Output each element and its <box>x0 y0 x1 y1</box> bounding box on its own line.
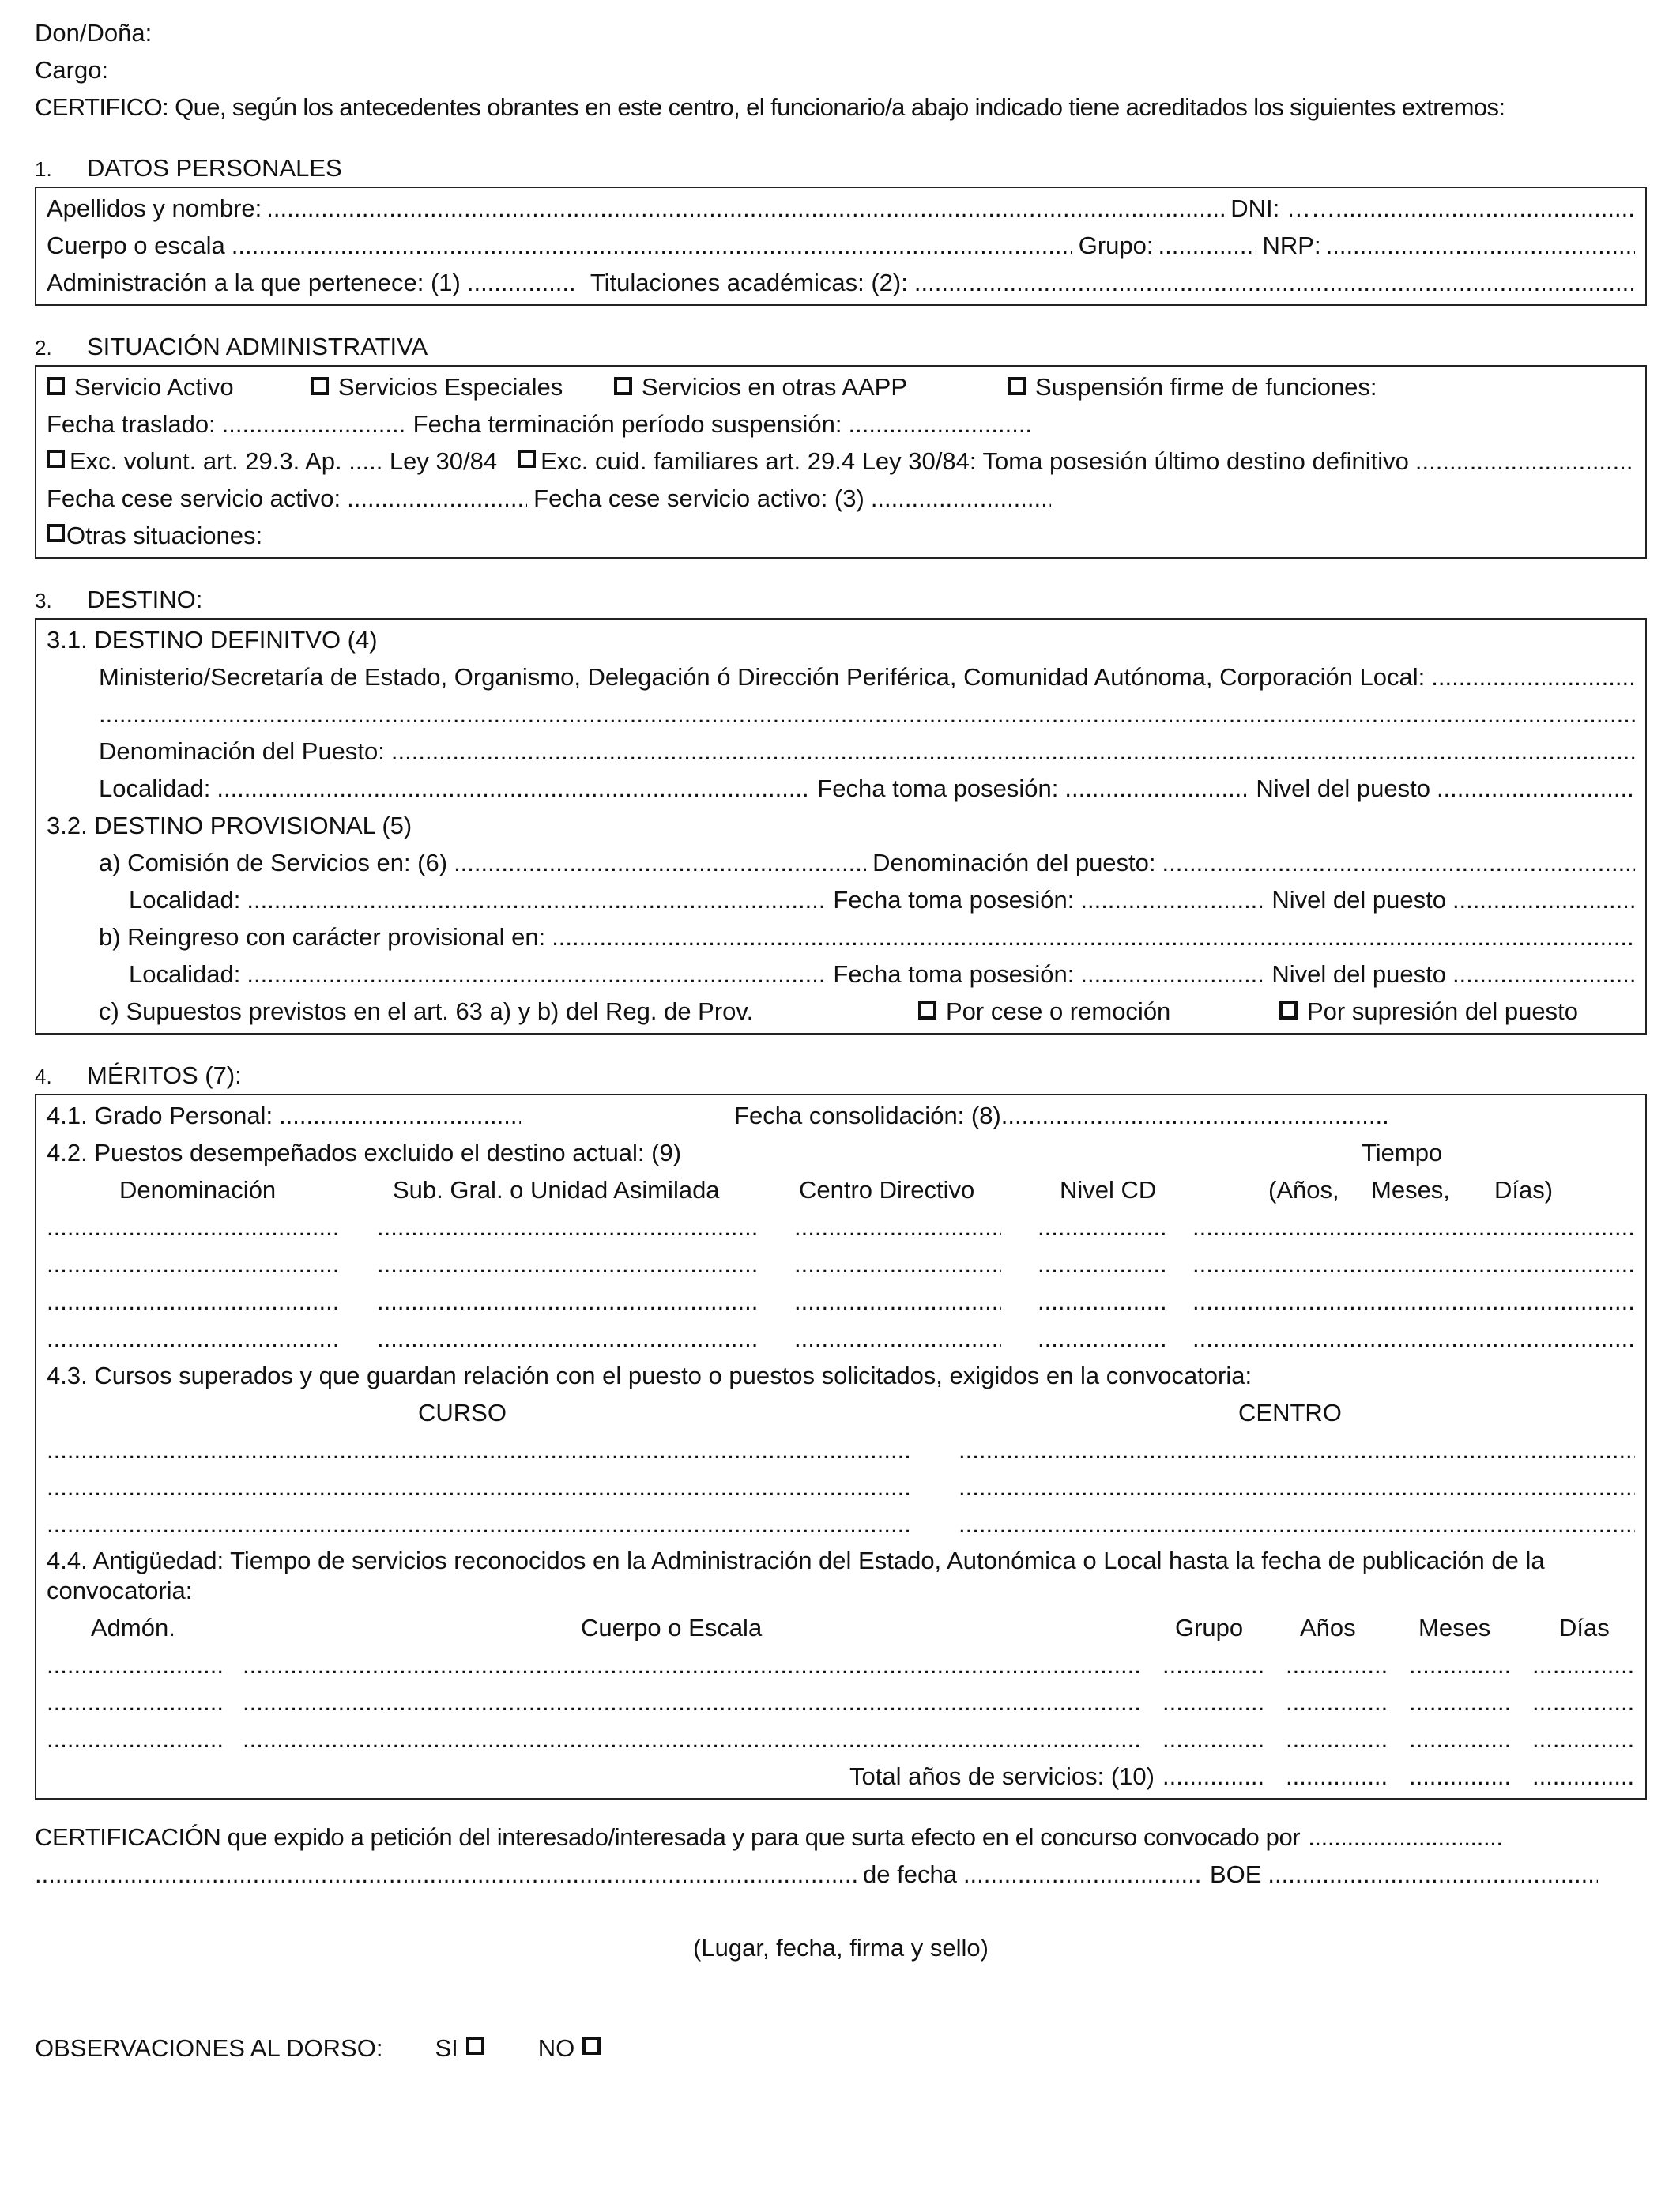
section-4-title: 4. MÉRITOS (7): <box>35 1061 242 1089</box>
boe-field[interactable] <box>1268 1856 1598 1893</box>
col-nivel-cd: Nivel CD <box>1060 1176 1157 1204</box>
col-anos: (Años, <box>1268 1176 1339 1204</box>
dotted-field[interactable] <box>1409 1721 1512 1758</box>
column-gap <box>1265 1721 1286 1758</box>
dotted-field[interactable] <box>47 1208 341 1246</box>
apellidos-field[interactable] <box>266 190 1224 227</box>
column-gap <box>224 1683 243 1721</box>
column-gap <box>758 1246 794 1283</box>
dotted-field[interactable] <box>377 1283 758 1320</box>
situacion-row: Servicio Activo Servicios Especiales Servicios en otras AAPP Suspensión firme de funciones: <box>47 368 1635 405</box>
cursos-title: 4.3. Cursos superados y que guardan relación con el puesto o puestos solicitados, exigidos en la convocatoria: <box>47 1362 1252 1389</box>
grupo-field[interactable] <box>1158 227 1256 264</box>
certificate-form <box>35 14 1647 2067</box>
dotted-field[interactable] <box>47 1721 224 1758</box>
cuerpo-field[interactable] <box>232 227 1072 264</box>
certificacion-row: CERTIFICACIÓN que expido a petición del interesado/interesada y para que surta efecto en el concurso convocado por ..... <box>35 1819 1647 1856</box>
puestos-row: 4.2. Puestos desempeñados excluido el destino actual: (9) Tiempo <box>47 1139 1443 1166</box>
dotted-field[interactable] <box>47 1283 341 1320</box>
column-gap <box>758 1283 794 1320</box>
col-dias: Días) <box>1494 1176 1554 1204</box>
comision-row: a) Comisión de Servicios en: (6) ..... Denominación del puesto: ..... <box>47 844 1635 881</box>
cargo-label: Cargo: <box>35 56 109 84</box>
total-row: Total años de servicios: (10) ..... ..... ..... ..... <box>47 1758 1635 1795</box>
section-2-box <box>35 365 1647 559</box>
comision-nivel-field[interactable] <box>1452 881 1635 918</box>
dotted-field[interactable] <box>959 1506 1635 1543</box>
dotted-field[interactable] <box>1192 1208 1635 1246</box>
dotted-field[interactable] <box>1192 1283 1635 1320</box>
column-gap <box>1169 1283 1192 1320</box>
col-centro: CENTRO <box>1238 1399 1342 1427</box>
column-gap <box>1142 1683 1162 1721</box>
col-curso: CURSO <box>418 1399 507 1427</box>
col-cuerpo-escala: Cuerpo o Escala <box>581 1614 763 1641</box>
dotted-field[interactable] <box>1286 1646 1388 1683</box>
section-3-box <box>35 618 1647 1035</box>
dotted-field[interactable] <box>243 1646 1142 1683</box>
column-gap <box>1142 1646 1162 1683</box>
section-1-title: 1. DATOS PERSONALES <box>35 154 342 182</box>
column-gap <box>1512 1646 1532 1683</box>
apellidos-row: Apellidos y nombre: ..... DNI: …… ..... <box>47 190 1635 227</box>
concurso-field-2[interactable] <box>35 1856 857 1893</box>
dotted-field[interactable] <box>1038 1320 1169 1357</box>
comision-fecha-toma-field[interactable] <box>1080 881 1265 918</box>
column-gap <box>910 1506 959 1543</box>
observaciones-row: OBSERVACIONES AL DORSO: SI NO <box>35 2030 1647 2067</box>
dotted-field[interactable] <box>1532 1721 1635 1758</box>
antiguedad-row-2 <box>47 1683 1635 1721</box>
dotted-field[interactable] <box>1038 1246 1169 1283</box>
column-gap <box>1388 1721 1409 1758</box>
dotted-field[interactable] <box>1409 1683 1512 1721</box>
dotted-field[interactable] <box>1038 1283 1169 1320</box>
fecha-boe-row: ..... de fecha ..... BOE ..... <box>35 1856 1647 1893</box>
dotted-field[interactable] <box>1286 1721 1388 1758</box>
dotted-field[interactable] <box>1532 1646 1635 1683</box>
section-4-box <box>35 1094 1647 1800</box>
column-gap <box>341 1208 377 1246</box>
column-gap <box>341 1283 377 1320</box>
excedencia-row: Exc. volunt. art. 29.3. Ap. ..... Ley 30/84 Exc. cuid. familiares art. 29.4 Ley 30/84: Toma posesión último destino definitivo ..... <box>47 443 1635 480</box>
por-supresion-checkbox[interactable] <box>1279 1001 1298 1020</box>
fecha-cese-field[interactable] <box>347 480 527 517</box>
exc-volunt-checkbox[interactable] <box>47 450 65 468</box>
reingreso-nivel-field[interactable] <box>1452 955 1635 993</box>
por-cese-checkbox[interactable] <box>918 1001 936 1020</box>
column-gap <box>1169 1208 1192 1246</box>
dotted-field[interactable] <box>794 1320 1001 1357</box>
dotted-field[interactable] <box>377 1246 758 1283</box>
total-anos-field[interactable] <box>1162 1758 1265 1795</box>
suspension-checkbox[interactable] <box>1008 377 1026 395</box>
column-gap <box>1512 1721 1532 1758</box>
comision-localidad-row: Localidad: ..... Fecha toma posesión: ..... Nivel del puesto ..... <box>47 881 1635 918</box>
dotted-field[interactable] <box>1192 1246 1635 1283</box>
dotted-field[interactable] <box>243 1721 1142 1758</box>
dotted-field[interactable] <box>959 1468 1635 1506</box>
certifico-text: CERTIFICO: Que, según los antecedentes obrantes en este centro, el funcionario/a abajo indicado tiene acreditados los siguientes extremos: <box>35 93 1505 121</box>
reingreso-fecha-toma-field[interactable] <box>1080 955 1265 993</box>
dotted-field[interactable] <box>47 1468 910 1506</box>
antiguedad-title: 4.4. Antigüedad: Tiempo de servicios reconocidos en la Administración del Estado, Autonómica o Local hasta la fecha de publicación de la convocatoria: <box>47 1547 1545 1604</box>
dotted-field[interactable] <box>1162 1683 1265 1721</box>
fecha-cese-row: Fecha cese servicio activo: ..... Fecha cese servicio activo: (3) ..... <box>47 480 1635 517</box>
dotted-field[interactable] <box>377 1208 758 1246</box>
puestos-row-1 <box>47 1208 1635 1246</box>
col-ant-meses: Meses <box>1418 1614 1491 1641</box>
dotted-field[interactable] <box>377 1320 758 1357</box>
dotted-field[interactable] <box>794 1246 1001 1283</box>
dotted-field[interactable] <box>1162 1646 1265 1683</box>
column-gap <box>1265 1683 1286 1721</box>
column-gap <box>1169 1246 1192 1283</box>
def-fecha-toma-field[interactable] <box>1064 770 1249 807</box>
don-label: Don/Doña: <box>35 19 153 47</box>
col-sub-gral: Sub. Gral. o Unidad Asimilada <box>393 1176 720 1204</box>
comision-field[interactable] <box>454 844 866 881</box>
total-dias-field[interactable] <box>1409 1758 1512 1795</box>
column-gap <box>1001 1320 1038 1357</box>
column-gap <box>1512 1683 1532 1721</box>
reingreso-field[interactable] <box>552 918 1635 955</box>
column-gap <box>224 1721 243 1758</box>
column-gap <box>341 1320 377 1357</box>
column-gap <box>1001 1283 1038 1320</box>
def-localidad-row: Localidad: ..... Fecha toma posesión: ..... Nivel del puesto ..... <box>47 770 1635 807</box>
antiguedad-row-1 <box>47 1646 1635 1683</box>
puestos-row-2 <box>47 1246 1635 1283</box>
puestos-header <box>47 1171 1635 1208</box>
servicios-especiales-checkbox[interactable] <box>311 377 329 395</box>
total-extra-field[interactable] <box>1532 1758 1635 1795</box>
observaciones-no-checkbox[interactable] <box>582 2037 601 2055</box>
dotted-field[interactable] <box>47 1246 341 1283</box>
col-meses: Meses, <box>1371 1176 1450 1204</box>
def-nivel-field[interactable] <box>1437 770 1635 807</box>
dotted-field[interactable] <box>243 1683 1142 1721</box>
titulaciones-field[interactable] <box>914 264 1635 301</box>
cursos-header <box>47 1394 1635 1431</box>
de-fecha-field[interactable] <box>963 1856 1203 1893</box>
puestos-row-4 <box>47 1320 1635 1357</box>
cursos-row-1 <box>47 1431 1635 1468</box>
def-localidad-field[interactable] <box>217 770 811 807</box>
fecha-cese3-field[interactable] <box>871 480 1051 517</box>
administracion-field[interactable] <box>467 264 576 301</box>
col-grupo: Grupo <box>1175 1614 1244 1641</box>
comision-denominacion-field[interactable] <box>1162 844 1635 881</box>
dotted-field[interactable] <box>1409 1646 1512 1683</box>
dotted-field[interactable] <box>1192 1320 1635 1357</box>
column-gap <box>910 1468 959 1506</box>
exc-cuid-checkbox[interactable] <box>518 450 536 468</box>
definitivo-title: 3.1. DESTINO DEFINITVO (4) <box>47 626 378 654</box>
fecha-traslado-row: Fecha traslado: ..... Fecha terminación período suspensión: ..... <box>47 405 1635 443</box>
administracion-row: Administración a la que pertenece: (1) ..... Titulaciones académicas: (2): ..... <box>47 264 1635 301</box>
denominacion-row: Denominación del Puesto: ..... <box>47 733 1635 770</box>
dotted-field[interactable] <box>794 1283 1001 1320</box>
column-gap <box>1388 1646 1409 1683</box>
column-gap <box>758 1320 794 1357</box>
servicios-otras-checkbox[interactable] <box>614 377 632 395</box>
column-gap <box>910 1431 959 1468</box>
nrp-field[interactable] <box>1326 227 1635 264</box>
concurso-field[interactable] <box>1308 1819 1504 1856</box>
supuestos-row: c) Supuestos previstos en el art. 63 a) y b) del Reg. de Prov. Por cese o remoción Por supresión del puesto <box>99 997 1578 1025</box>
column-gap <box>1001 1208 1038 1246</box>
dotted-field[interactable] <box>794 1208 1001 1246</box>
ministerio-row: Ministerio/Secretaría de Estado, Organismo, Delegación ó Dirección Periférica, Comunidad Autónoma, Corporación Local: ..... <box>47 658 1635 695</box>
servicio-activo-checkbox[interactable] <box>47 377 65 395</box>
observaciones-si-checkbox[interactable] <box>466 2037 484 2055</box>
puestos-row-3 <box>47 1283 1635 1320</box>
column-gap <box>224 1646 243 1683</box>
column-gap <box>1142 1721 1162 1758</box>
denominacion-field[interactable] <box>391 733 1635 770</box>
otras-checkbox[interactable] <box>47 524 65 542</box>
fecha-terminacion-field[interactable] <box>849 405 1034 443</box>
cuerpo-row: Cuerpo o escala ..... Grupo: ..... NRP: ..... <box>47 227 1635 264</box>
column-gap <box>1169 1320 1192 1357</box>
section-1-box <box>35 187 1647 306</box>
antiguedad-header <box>47 1609 1635 1646</box>
dotted-field[interactable] <box>1038 1208 1169 1246</box>
ministerio-field[interactable] <box>1431 658 1635 695</box>
column-gap <box>1265 1646 1286 1683</box>
toma-posesion-field[interactable] <box>1415 443 1635 480</box>
col-denominacion: Denominación <box>119 1176 277 1204</box>
reingreso-row: b) Reingreso con carácter provisional en: ..... <box>47 918 1635 955</box>
dotted-field[interactable] <box>47 1320 341 1357</box>
dotted-field[interactable] <box>1286 1683 1388 1721</box>
section-3-title: 3. DESTINO: <box>35 586 203 613</box>
total-meses-field[interactable] <box>1286 1758 1388 1795</box>
provisional-title: 3.2. DESTINO PROVISIONAL (5) <box>47 812 412 839</box>
dotted-field[interactable] <box>47 1683 224 1721</box>
dotted-field[interactable] <box>1532 1683 1635 1721</box>
column-gap <box>758 1208 794 1246</box>
grado-field[interactable] <box>279 1097 521 1134</box>
lugar-fecha-firma: (Lugar, fecha, firma y sello) <box>693 1934 989 1962</box>
comision-localidad-field[interactable] <box>247 881 827 918</box>
col-ant-dias: Días <box>1559 1614 1610 1641</box>
cursos-row-2 <box>47 1468 1635 1506</box>
grado-row: 4.1. Grado Personal: ..... Fecha consolidación: (8) ..... <box>47 1097 1635 1134</box>
fecha-traslado-field[interactable] <box>222 405 407 443</box>
section-2-title: 2. SITUACIÓN ADMINISTRATIVA <box>35 333 428 360</box>
column-gap <box>1001 1246 1038 1283</box>
dotted-field[interactable] <box>47 1506 910 1543</box>
col-ant-anos: Años <box>1300 1614 1356 1641</box>
fecha-consolidacion-field[interactable] <box>1001 1097 1388 1134</box>
dotted-field[interactable] <box>47 1646 224 1683</box>
ministerio-field-2[interactable] <box>99 695 1635 733</box>
column-gap <box>1388 1683 1409 1721</box>
otras-row: Otras situaciones: <box>47 517 1635 554</box>
cursos-row-3 <box>47 1506 1635 1543</box>
dotted-field[interactable] <box>1162 1721 1265 1758</box>
reingreso-localidad-row: Localidad: ..... Fecha toma posesión: ..... Nivel del puesto ..... <box>47 955 1635 993</box>
ministerio-continuation <box>47 695 1635 733</box>
col-centro-directivo: Centro Directivo <box>799 1176 975 1204</box>
column-gap <box>341 1246 377 1283</box>
dotted-field[interactable] <box>959 1431 1635 1468</box>
antiguedad-row-3 <box>47 1721 1635 1758</box>
col-admon: Admón. <box>91 1614 175 1641</box>
dni-field[interactable] <box>1335 190 1635 227</box>
reingreso-localidad-field[interactable] <box>247 955 827 993</box>
dotted-field[interactable] <box>47 1431 910 1468</box>
